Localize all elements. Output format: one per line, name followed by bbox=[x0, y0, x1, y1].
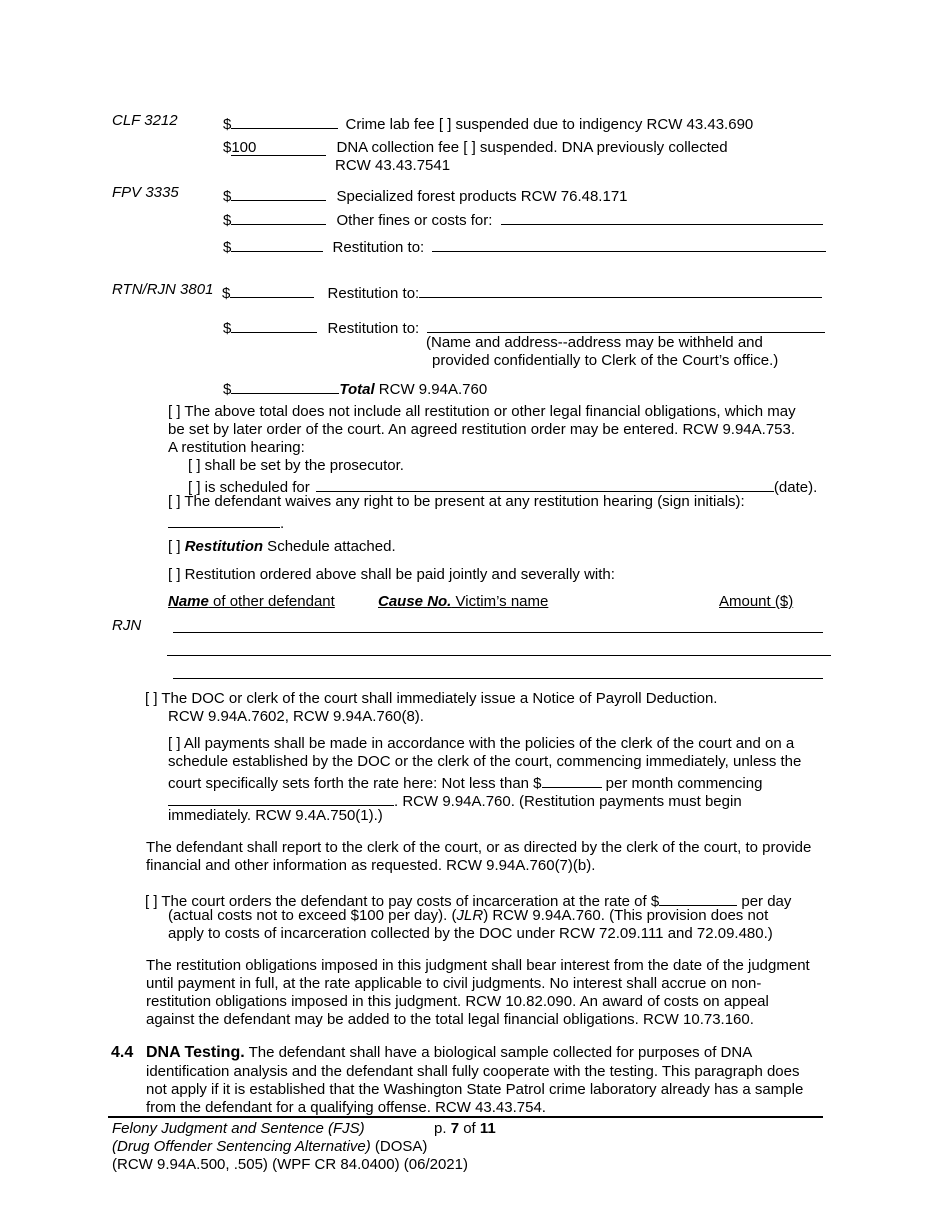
report-line1: The defendant shall report to the clerk of the court, or as directed by the clerk of the court, to provide bbox=[146, 839, 812, 856]
fee-row-clf bbox=[223, 112, 753, 134]
restitution-note-line2: be set by later order of the court. An agreed restitution order may be entered. RCW 9.94A.753. bbox=[168, 421, 796, 438]
waive-hearing-line[interactable]: [ ] The defendant waives any right to be present at any restitution hearing (sign initials): bbox=[168, 493, 745, 510]
rtn-amount-blank[interactable] bbox=[230, 281, 314, 298]
dna-testing-text1: The defendant shall have a biological sample collected for purposes of DNA bbox=[244, 1044, 753, 1061]
fee-row-fpv bbox=[223, 184, 628, 206]
fee-code-fpv: FPV 3335 bbox=[112, 184, 179, 201]
dollar-sign: $ bbox=[223, 116, 232, 133]
dna-amount-value: 100 bbox=[231, 139, 257, 156]
dna-testing-line3: not apply if it is established that the Washington State Patrol crime laboratory already has a sample bbox=[146, 1081, 804, 1098]
payments-line2: schedule established by the DOC or the clerk of the court, commencing immediately, unless the bbox=[168, 753, 802, 770]
total-label-rest: RCW 9.94A.760 bbox=[374, 381, 488, 398]
footer-dosa-italic: (Drug Offender Sentencing Alternative) bbox=[112, 1138, 371, 1155]
page-of: of bbox=[459, 1120, 480, 1137]
rate-suffix: per month commencing bbox=[601, 775, 763, 792]
footer-page bbox=[434, 1120, 496, 1138]
restitution3-note-line2: provided confidentially to Clerk of the Court’s office.) bbox=[432, 352, 779, 369]
jointly-severally-line[interactable]: [ ] Restitution ordered above shall be paid jointly and severally with: bbox=[168, 566, 615, 583]
incarceration-line2-b: ) RCW 9.94A.760. (This provision does not bbox=[483, 907, 769, 924]
footer-line2 bbox=[112, 1138, 427, 1156]
table-row-line[interactable] bbox=[173, 678, 823, 679]
dollar-sign: $ bbox=[222, 285, 231, 302]
initials-period: . bbox=[280, 515, 285, 532]
rtn-label: Restitution to: bbox=[327, 285, 420, 302]
hearing-scheduled-label[interactable]: [ ] is scheduled for bbox=[188, 479, 310, 496]
page-total: 11 bbox=[479, 1120, 496, 1137]
fee-code-rtn: RTN/RJN 3801 bbox=[112, 281, 214, 298]
hearing-date-suffix: (date). bbox=[773, 479, 818, 496]
dollar-sign: $ bbox=[223, 381, 232, 398]
dollar-sign: $ bbox=[223, 139, 232, 156]
table-row-line[interactable] bbox=[173, 632, 823, 633]
table-header-amount: Amount ($) bbox=[719, 593, 794, 610]
dna-testing-line2: identification analysis and the defendant shall fully cooperate with the testing. This paragraph does bbox=[146, 1063, 800, 1080]
payroll-line2: RCW 9.94A.7602, RCW 9.94A.760(8). bbox=[168, 708, 424, 725]
initials-blank[interactable] bbox=[168, 511, 280, 528]
dna-amount-field[interactable] bbox=[231, 139, 326, 156]
restitution1-amount-blank[interactable] bbox=[231, 235, 323, 252]
payments-line1[interactable]: [ ] All payments shall be made in accordance with the policies of the clerk of the court and on a bbox=[168, 735, 795, 752]
footer-title: Felony Judgment and Sentence (FJS) bbox=[112, 1120, 365, 1137]
restitution3-payee-blank[interactable] bbox=[427, 316, 825, 333]
restitution3-label: Restitution to: bbox=[327, 320, 420, 337]
rtn-payee-blank[interactable] bbox=[419, 281, 822, 298]
clf-amount-blank[interactable] bbox=[231, 112, 338, 129]
dna-testing-line1 bbox=[146, 1044, 752, 1062]
interest-line1: The restitution obligations imposed in this judgment shall bear interest from the date of the judgment bbox=[146, 957, 810, 974]
dollar-sign: $ bbox=[223, 320, 232, 337]
incarceration-line3: apply to costs of incarceration collected by the DOC under RCW 72.09.111 and 72.09.480.) bbox=[168, 925, 773, 942]
report-line2: financial and other information as requested. RCW 9.94A.760(7)(b). bbox=[146, 857, 596, 874]
waive-initials-row bbox=[168, 511, 284, 533]
total-amount-blank[interactable] bbox=[231, 377, 339, 394]
interest-line2: until payment in full, at the rate applicable to civil judgments. No interest shall accrue on non- bbox=[146, 975, 762, 992]
fee-row-rtn bbox=[222, 281, 822, 303]
schedule-checkbox[interactable]: [ ] bbox=[168, 538, 181, 555]
table-header-cause bbox=[378, 593, 548, 611]
fee-row-dna bbox=[223, 139, 728, 157]
commencing-suffix: . RCW 9.94A.760. (Restitution payments must begin bbox=[394, 793, 742, 810]
footer-line3: (RCW 9.94A.500, .505) (WPF CR 84.0400) (06/2021) bbox=[112, 1156, 468, 1173]
total-label-bold: Total bbox=[339, 381, 375, 398]
header-name-bold: Name bbox=[168, 593, 209, 610]
dollar-sign: $ bbox=[223, 239, 232, 256]
footer-dosa: (DOSA) bbox=[370, 1138, 428, 1155]
dna-label: DNA collection fee [ ] suspended. DNA previously collected bbox=[336, 139, 728, 156]
interest-line3: restitution obligations imposed in this judgment. RCW 10.82.090. An award of costs on appeal bbox=[146, 993, 769, 1010]
section-number: 4.4 bbox=[111, 1044, 134, 1061]
clf-label: Crime lab fee [ ] suspended due to indigency RCW 43.43.690 bbox=[345, 116, 754, 133]
hearing-option-prosecutor[interactable]: [ ] shall be set by the prosecutor. bbox=[188, 457, 404, 474]
incarceration-line2 bbox=[168, 907, 768, 925]
dna-testing-line4: from the defendant for a qualifying offense. RCW 43.43.754. bbox=[146, 1099, 546, 1116]
other-label: Other fines or costs for: bbox=[336, 212, 493, 229]
schedule-rest-label: Schedule attached. bbox=[263, 538, 396, 555]
dollar-sign: $ bbox=[223, 212, 232, 229]
jlr-code: JLR bbox=[456, 907, 484, 924]
restitution3-note-line1: (Name and address--address may be withheld and bbox=[426, 334, 763, 351]
header-name-rest: of other defendant bbox=[208, 593, 335, 610]
restitution1-label: Restitution to: bbox=[332, 239, 425, 256]
restitution1-payee-blank[interactable] bbox=[432, 235, 826, 252]
interest-line4: against the defendant may be added to the total legal financial obligations. RCW 10.73.160. bbox=[146, 1011, 754, 1028]
commencing-date-blank[interactable] bbox=[168, 789, 394, 806]
other-purpose-blank[interactable] bbox=[501, 208, 823, 225]
table-row-line[interactable] bbox=[167, 655, 831, 656]
payments-line5: immediately. RCW 9.4A.750(1).) bbox=[168, 807, 383, 824]
fee-row-other bbox=[223, 208, 823, 230]
restitution3-amount-blank[interactable] bbox=[231, 316, 317, 333]
header-cause-rest: Victim’s name bbox=[451, 593, 549, 610]
restitution-schedule-line[interactable] bbox=[168, 538, 396, 556]
fee-code-clf: CLF 3212 bbox=[112, 112, 178, 129]
daily-rate-blank[interactable] bbox=[659, 889, 737, 906]
incarceration-suffix: per day bbox=[737, 893, 792, 910]
dollar-sign: $ bbox=[223, 188, 232, 205]
payroll-line1[interactable]: [ ] The DOC or clerk of the court shall immediately issue a Notice of Payroll Deduction. bbox=[145, 690, 718, 707]
monthly-rate-blank[interactable] bbox=[542, 771, 602, 788]
restitution-note-line1: [ ] The above total does not include all restitution or other legal financial obligations, which may bbox=[168, 403, 796, 420]
table-header-name bbox=[168, 593, 335, 611]
other-amount-blank[interactable] bbox=[231, 208, 326, 225]
incarceration-prefix: [ ] The court orders the defendant to pay costs of incarceration at the rate of $ bbox=[145, 893, 660, 910]
footer-divider bbox=[108, 1116, 823, 1118]
section-heading: DNA Testing. bbox=[146, 1044, 245, 1061]
header-cause-bold: Cause No. bbox=[378, 593, 452, 610]
fpv-label: Specialized forest products RCW 76.48.171 bbox=[336, 188, 628, 205]
incarceration-line2-a: (actual costs not to exceed $100 per day). ( bbox=[168, 907, 457, 924]
fee-row-restitution-1 bbox=[223, 235, 826, 257]
fpv-amount-blank[interactable] bbox=[231, 184, 326, 201]
rate-prefix: court specifically sets forth the rate here: Not less than $ bbox=[168, 775, 542, 792]
fee-row-total bbox=[223, 377, 487, 399]
schedule-bold-label: Restitution bbox=[184, 538, 264, 555]
table-row-code: RJN bbox=[112, 617, 142, 634]
restitution-hearing-heading: A restitution hearing: bbox=[168, 439, 305, 456]
page-number: 7 bbox=[450, 1120, 460, 1137]
dna-label-line2: RCW 43.43.7541 bbox=[335, 157, 451, 174]
page-prefix: p. bbox=[434, 1120, 451, 1137]
hearing-date-blank[interactable] bbox=[316, 475, 774, 492]
